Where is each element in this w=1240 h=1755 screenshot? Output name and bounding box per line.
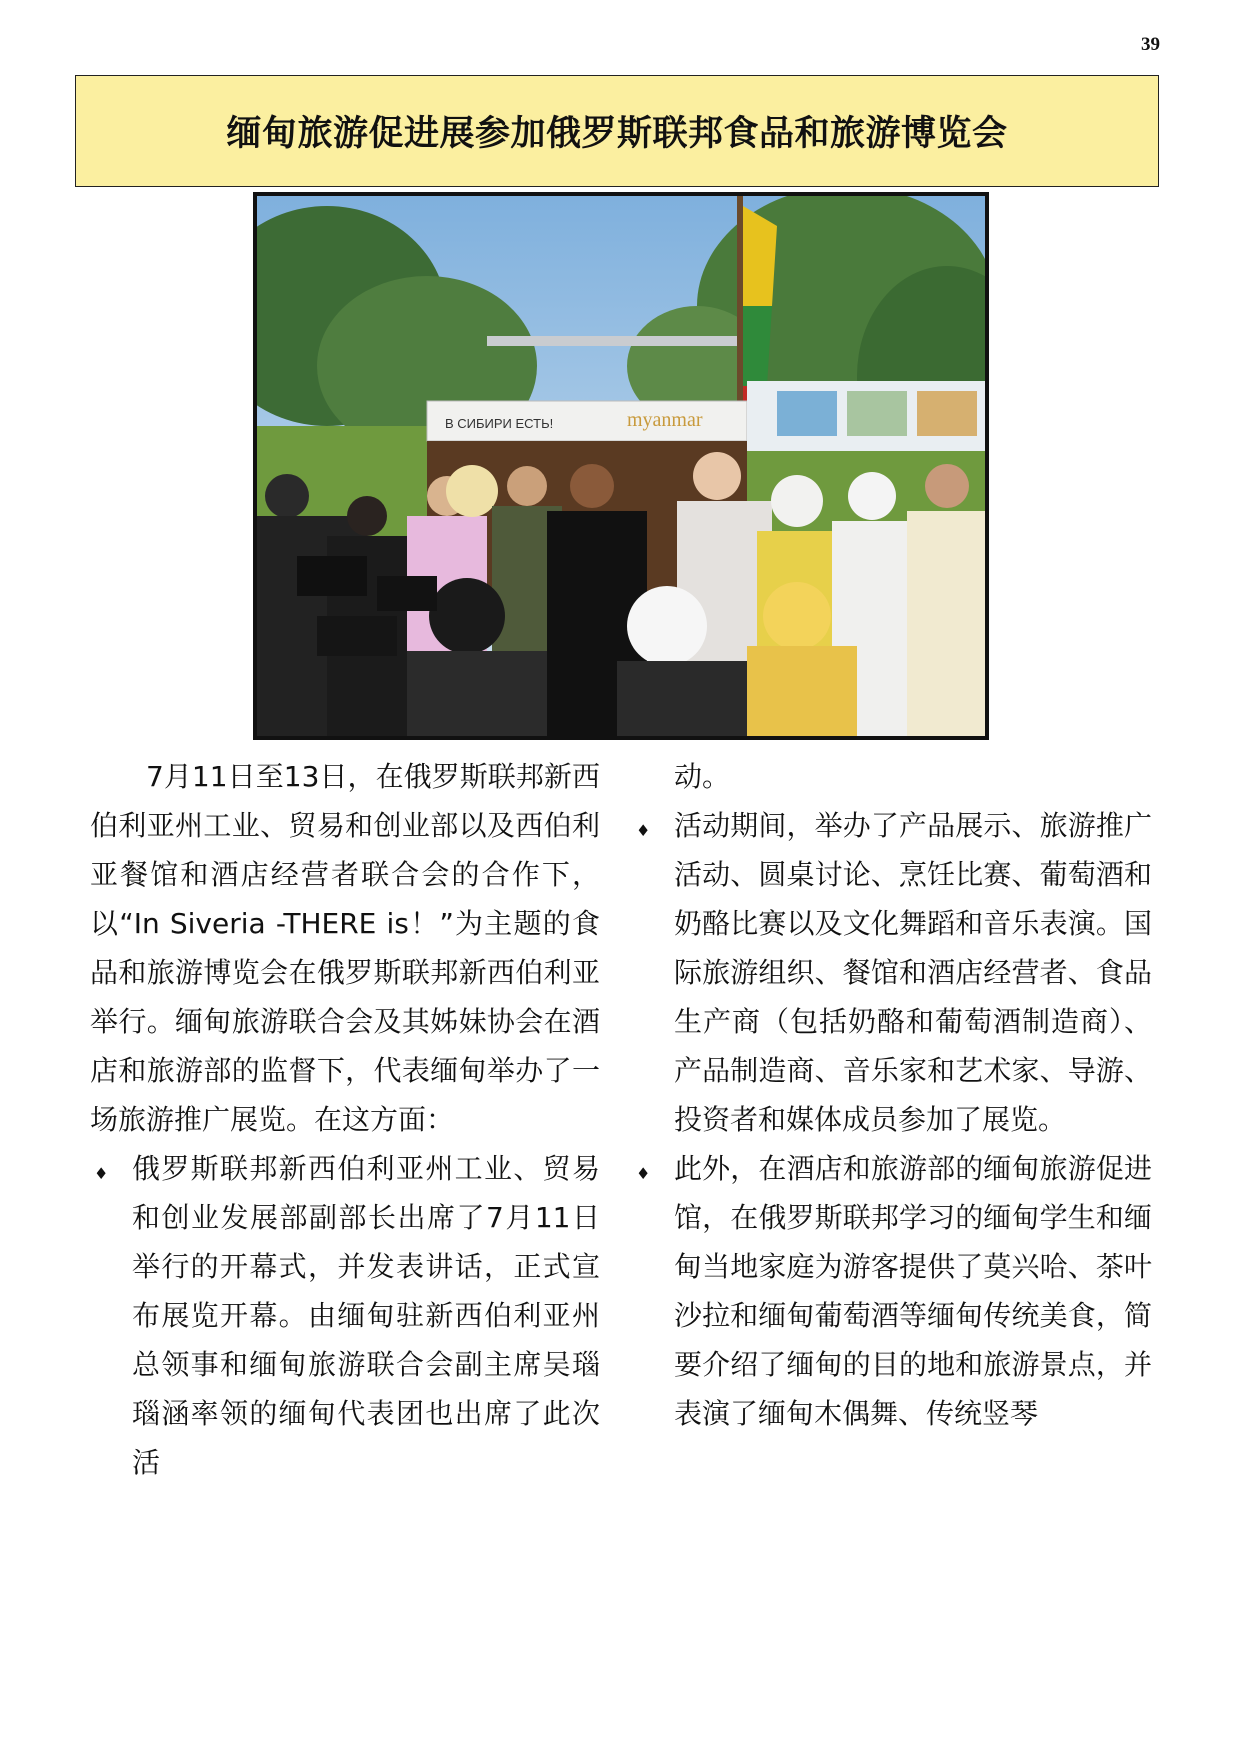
left-column — [90, 752, 600, 1487]
bullet-item-opening — [90, 1144, 600, 1487]
right-column — [632, 752, 1152, 1438]
expo-photo-illustration — [257, 196, 985, 736]
page-number: 39 — [1141, 34, 1160, 55]
expo-photo — [253, 192, 989, 740]
intro-paragraph: 7月11日至13日，在俄罗斯联邦新西伯利亚州工业、贸易和创业部以及西伯利亚餐馆和酒店经营者联合会的合作下，以“In Siveria -THERE is！”为主题的食品和旅游博览会在俄罗斯联邦新西伯利亚举行。缅甸旅游联合会及其姊妹协会在酒店和旅游部的监督下，代表缅甸举办了一场旅游推广展览。在这方面： — [90, 760, 600, 1136]
bullet-text: 俄罗斯联邦新西伯利亚州工业、贸易和创业发展部副部长出席了7月11日举行的开幕式，并发表讲话，正式宣布展览开幕。由缅甸驻新西伯利亚州总领事和缅甸旅游联合会副主席吴瑙瑙涵率领的缅甸代表团也出席了此次活 — [132, 1152, 600, 1479]
bullet-continuation: 动。 — [674, 760, 731, 793]
bullet-item-pavilion — [632, 1144, 1152, 1438]
title-banner — [75, 75, 1159, 187]
bridge — [487, 336, 747, 346]
booth-banner-right: myanmar — [627, 409, 703, 431]
bullet-diamond-icon: ♦ — [636, 821, 651, 840]
bullet-text: 活动期间，举办了产品展示、旅游推广活动、圆桌讨论、烹饪比赛、葡萄酒和奶酪比赛以及文化舞蹈和音乐表演。国际旅游组织、餐馆和酒店经营者、食品生产商（包括奶酪和葡萄酒制造商）、产品制造商、音乐家和艺术家、导游、投资者和媒体成员参加了展览。 — [674, 809, 1152, 1136]
bullet-diamond-icon: ♦ — [636, 1164, 651, 1183]
article-title: 缅甸旅游促进展参加俄罗斯联邦食品和旅游博览会 — [226, 114, 1008, 154]
bullet-text: 此外，在酒店和旅游部的缅甸旅游促进馆，在俄罗斯联邦学习的缅甸学生和缅甸当地家庭为游客提供了莫兴哈、茶叶沙拉和缅甸葡萄酒等缅甸传统美食，简要介绍了缅甸的目的地和旅游景点，并表演了缅甸木偶舞、传统竖琴 — [674, 1152, 1152, 1430]
booth-banner-left: В СИБИРИ ЕСТЬ! — [445, 416, 554, 431]
bullet-diamond-icon: ♦ — [94, 1164, 109, 1183]
bullet-item-activities — [632, 801, 1152, 1144]
